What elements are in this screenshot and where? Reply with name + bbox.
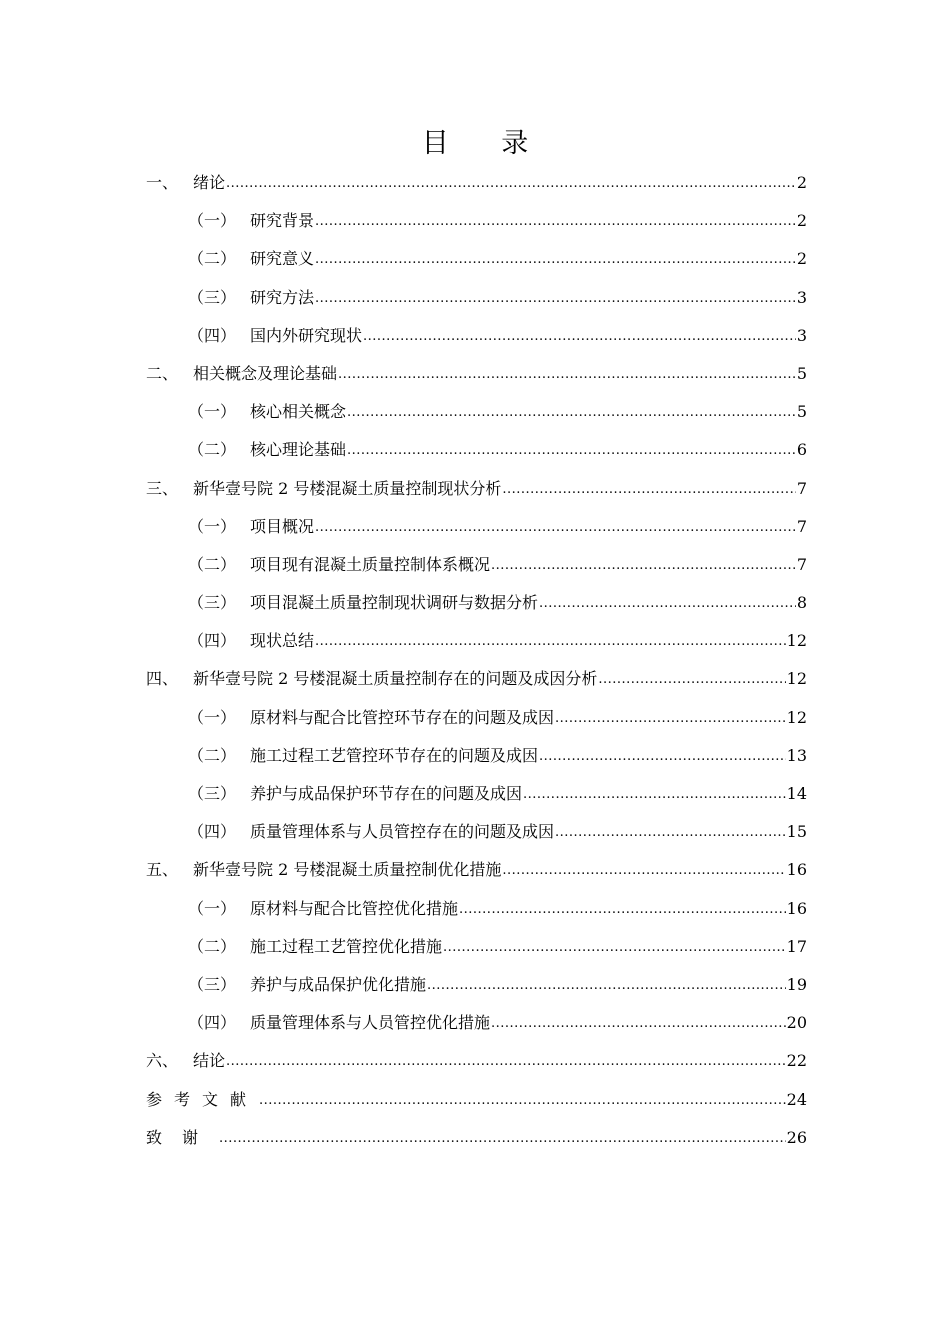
toc-entry-label: 研究意义 [250, 249, 315, 269]
toc-title: 目 录 [421, 128, 551, 159]
toc-entry[interactable] [146, 890, 807, 928]
toc-dot-leader [443, 927, 786, 967]
toc-entry-label: 项目概况 [250, 516, 315, 536]
toc-entry-number: （二） [188, 249, 237, 269]
toc-entry-page-number: 14 [786, 784, 807, 803]
toc-dot-leader [502, 469, 795, 509]
toc-entry-page-number: 12 [786, 669, 807, 689]
toc-entry-number: 四、 [146, 669, 179, 689]
toc-entry-number: （四） [188, 325, 237, 345]
toc-entry-label: 原材料与配合比管控优化措施 [250, 898, 459, 918]
toc-entry[interactable] [146, 813, 807, 851]
toc-entry-label: 核心相关概念 [250, 402, 347, 422]
toc-dot-leader [555, 812, 786, 852]
toc-dot-leader [315, 621, 786, 661]
toc-entry-number: （二） [188, 440, 237, 460]
toc-entry-label: 养护与成品保护环节存在的问题及成因 [250, 784, 523, 803]
toc-entry-page-number: 2 [796, 173, 807, 192]
toc-entry-number: 六、 [146, 1051, 179, 1071]
toc-entry[interactable] [146, 1004, 807, 1042]
toc-entry-number: （一） [188, 402, 237, 422]
toc-entry-page-number: 17 [786, 936, 807, 956]
toc-entry-page-number: 5 [796, 363, 807, 383]
toc-dot-leader [347, 392, 796, 432]
toc-entry[interactable] [146, 622, 807, 660]
toc-dot-leader [491, 1003, 786, 1043]
toc-list [146, 164, 807, 1157]
toc-dot-leader [315, 278, 796, 318]
toc-entry[interactable] [146, 584, 807, 622]
toc-entry-number: （四） [188, 822, 237, 842]
toc-dot-leader [347, 430, 796, 470]
toc-entry-label: 相关概念及理论基础 [193, 363, 338, 383]
toc-entry[interactable] [146, 470, 807, 508]
toc-entry[interactable] [146, 1081, 807, 1119]
toc-entry-page-number: 26 [786, 1127, 807, 1147]
toc-entry-number: （一） [188, 211, 237, 231]
toc-entry-page-number: 6 [796, 440, 807, 460]
toc-dot-leader [338, 354, 796, 394]
toc-entry-label: 国内外研究现状 [250, 325, 363, 345]
toc-dot-leader [226, 1041, 786, 1081]
toc-entry-number: （三） [188, 784, 237, 803]
toc-entry-page-number: 2 [796, 211, 807, 231]
toc-entry-number: （四） [188, 1013, 237, 1033]
toc-entry-page-number: 8 [796, 593, 807, 613]
toc-entry[interactable] [146, 164, 807, 202]
toc-entry-page-number: 3 [796, 287, 807, 307]
toc-entry-number: （二） [188, 936, 237, 956]
toc-dot-leader [491, 545, 796, 585]
toc-entry-label: 研究方法 [250, 287, 315, 307]
toc-entry[interactable] [146, 851, 807, 889]
toc-entry[interactable] [146, 355, 807, 393]
toc-dot-leader [259, 1080, 786, 1120]
toc-entry[interactable] [146, 928, 807, 966]
toc-entry-page-number: 20 [786, 1013, 807, 1033]
toc-entry-page-number: 12 [786, 707, 807, 727]
toc-entry-label: 项目混凝土质量控制现状调研与数据分析 [250, 593, 539, 613]
toc-entry-label: 绪论 [193, 173, 226, 192]
toc-dot-leader [598, 659, 785, 699]
toc-dot-leader [427, 965, 786, 1005]
toc-entry-number: 一、 [146, 173, 179, 192]
toc-entry[interactable] [146, 279, 807, 317]
toc-entry-number: （二） [188, 554, 237, 574]
toc-entry[interactable] [146, 966, 807, 1004]
toc-entry-label: 参考文献 [146, 1089, 259, 1109]
toc-entry-page-number: 15 [786, 822, 807, 842]
toc-entry-number: （三） [188, 593, 237, 613]
toc-dot-leader [315, 507, 796, 547]
toc-entry-label: 研究背景 [250, 211, 315, 231]
toc-dot-leader [226, 163, 796, 203]
toc-entry[interactable] [146, 775, 807, 813]
toc-entry-page-number: 5 [796, 402, 807, 422]
toc-entry[interactable] [146, 1042, 807, 1080]
toc-entry-label: 结论 [193, 1051, 226, 1071]
toc-entry-label: 新华壹号院 2 号楼混凝土质量控制现状分析 [193, 478, 502, 498]
toc-entry[interactable] [146, 431, 807, 469]
toc-entry-number: 二、 [146, 363, 179, 383]
toc-dot-leader [539, 736, 786, 776]
toc-entry-page-number: 19 [786, 974, 807, 994]
toc-entry-number: 五、 [146, 860, 179, 880]
toc-entry-page-number: 12 [786, 631, 807, 651]
toc-entry-label: 核心理论基础 [250, 440, 347, 460]
toc-entry-label: 项目现有混凝土质量控制体系概况 [250, 554, 491, 574]
toc-entry-number: （一） [188, 516, 237, 536]
toc-dot-leader [459, 889, 786, 929]
toc-entry-page-number: 2 [796, 249, 807, 269]
toc-entry-page-number: 24 [786, 1089, 807, 1109]
toc-entry-number: （三） [188, 287, 237, 307]
toc-entry-number: （二） [188, 745, 237, 765]
toc-entry[interactable] [146, 240, 807, 278]
toc-entry-label: 质量管理体系与人员管控存在的问题及成因 [250, 822, 555, 842]
toc-entry-label: 质量管理体系与人员管控优化措施 [250, 1013, 491, 1033]
toc-entry[interactable] [146, 508, 807, 546]
toc-entry-number: 三、 [146, 478, 179, 498]
toc-entry[interactable] [146, 546, 807, 584]
toc-entry-label: 新华壹号院 2 号楼混凝土质量控制优化措施 [193, 860, 502, 880]
toc-entry-page-number: 3 [796, 325, 807, 345]
toc-entry[interactable] [146, 393, 807, 431]
toc-entry[interactable] [146, 1119, 807, 1157]
toc-entry-page-number: 22 [786, 1051, 807, 1071]
toc-entry-number: （四） [188, 631, 237, 651]
toc-entry-page-number: 7 [796, 478, 807, 498]
toc-entry-page-number: 7 [796, 554, 807, 574]
toc-entry[interactable] [146, 737, 807, 775]
toc-entry-number: （三） [188, 974, 237, 994]
toc-entry-label: 养护与成品保护优化措施 [250, 974, 427, 994]
toc-dot-leader [219, 1118, 786, 1158]
toc-entry-label: 原材料与配合比管控环节存在的问题及成因 [250, 707, 555, 727]
toc-entry-number: （一） [188, 898, 237, 918]
toc-entry-label: 施工过程工艺管控环节存在的问题及成因 [250, 745, 539, 765]
toc-entry-page-number: 13 [786, 745, 807, 765]
toc-entry-page-number: 16 [786, 860, 807, 880]
toc-entry-label: 现状总结 [250, 631, 315, 651]
toc-entry-label: 施工过程工艺管控优化措施 [250, 936, 443, 956]
toc-entry[interactable] [146, 699, 807, 737]
toc-dot-leader [363, 316, 796, 356]
toc-entry-label: 新华壹号院 2 号楼混凝土质量控制存在的问题及成因分析 [193, 669, 598, 689]
toc-dot-leader [555, 698, 786, 738]
toc-entry[interactable] [146, 660, 807, 698]
toc-dot-leader [539, 583, 796, 623]
toc-dot-leader [502, 850, 785, 890]
toc-entry-page-number: 7 [796, 516, 807, 536]
toc-dot-leader [315, 201, 796, 241]
toc-entry-page-number: 16 [786, 898, 807, 918]
toc-dot-leader [315, 239, 796, 279]
toc-entry[interactable] [146, 202, 807, 240]
toc-dot-leader [523, 774, 786, 814]
toc-entry-number: （一） [188, 707, 237, 727]
toc-entry-label: 致谢 [146, 1127, 219, 1147]
toc-entry[interactable] [146, 317, 807, 355]
